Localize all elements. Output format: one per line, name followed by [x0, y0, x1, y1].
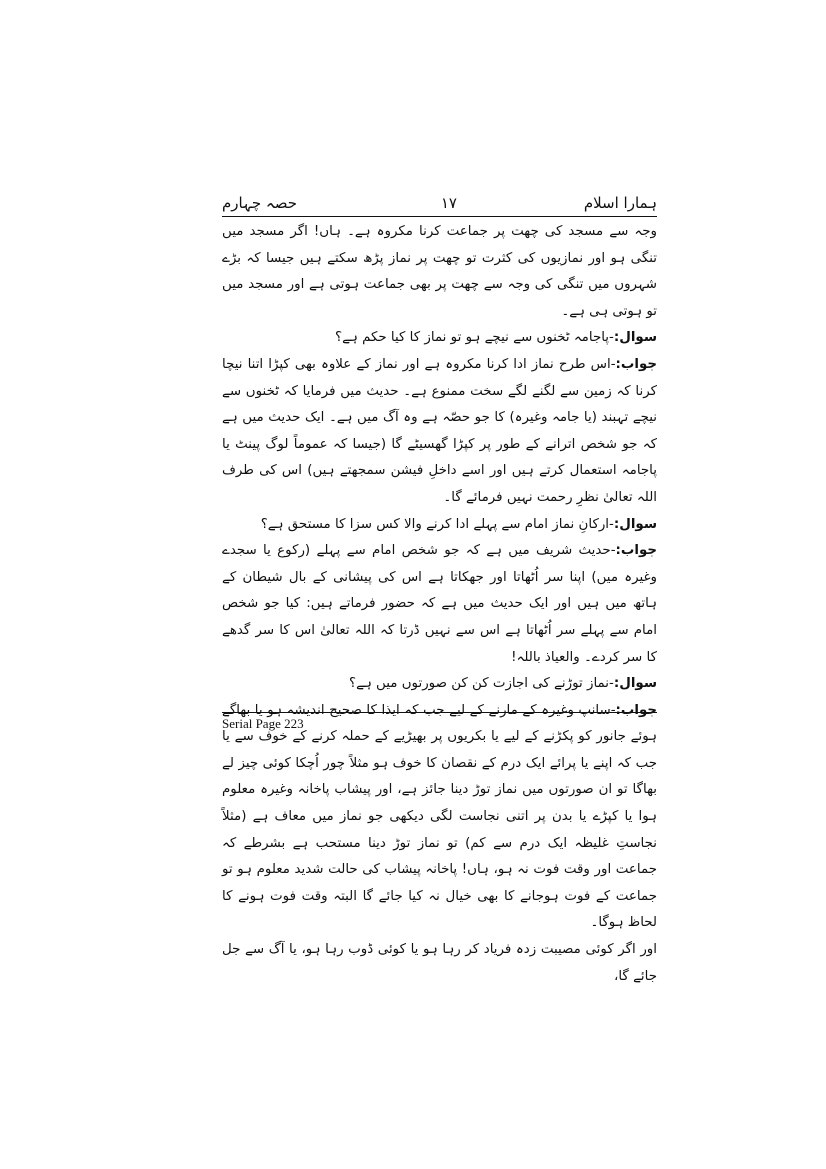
part-title: حصہ چہارم: [222, 194, 297, 212]
page-header: [222, 192, 657, 214]
question-text: -نماز توڑنے کی اجازت کن کن صورتوں میں ہے؟: [349, 676, 614, 692]
answer-1: [222, 352, 657, 512]
question-label: سوال:: [613, 676, 657, 692]
book-page: [222, 192, 657, 984]
question-text: -پاجامہ ٹخنوں سے نیچے ہو تو نماز کا کیا حکم ہے؟: [335, 330, 614, 346]
answer-label: جواب:: [615, 543, 657, 559]
serial-page: Serial Page 223: [222, 716, 304, 731]
answer-text: -سانپ وغیرہ کے مارنے کے لیے جب کہ ایذا کا صحیح اندیشہ ہو یا بھاگے ہوئے جانور کو پکڑنے کے لیے یا بکریوں پر بھیڑیے کے حملہ کرنے کے خوف سے یا جب کہ اپنے یا پرائے ایک درم کے نقصان کا خوف ہو مثلاً چور اُچکا کوئی چیز لے بھاگا تو ان صورتوں میں نماز توڑ دینا جائز ہے، اور پیشاب پاخانہ وغیرہ معلوم ہوا یا کپڑے یا بدن پر اتنی نجاست لگی دیکھی جو نماز میں معاف ہے (مثلاً نجاستِ غلیظہ ایک درم سے کم) تو نماز توڑ دینا مستحب ہے بشرطے کہ جماعت اور وقت فوت نہ ہو، ہاں! پاخانہ پیشاب کی حالت شدید معلوم ہو تو جماعت کے فوت ہوجانے کا بھی خیال نہ کیا جائے گا البتہ وقت فوت ہونے کا لحاظ ہوگا۔: [222, 702, 657, 931]
answer-3: [222, 698, 657, 937]
paragraph-intro: وجہ سے مسجد کی چھت پر جماعت کرنا مکروہ ہے۔ ہاں! اگر مسجد میں تنگی ہو اور نمازیوں کی کثرت تو چھت پر نماز پڑھ سکتے ہیں جیسا کہ بڑے شہروں میں تنگی کی وجہ سے چھت پر بھی جماعت ہوتی ہے اور مسجد میں تو ہوتی ہی ہے۔: [222, 224, 657, 319]
question-1: [222, 325, 657, 352]
page-number: ۱۷: [440, 194, 457, 212]
paragraph-last: اور اگر کوئی مصیبت زدہ فریاد کر رہا ہو یا کوئی ڈوب رہا ہو، یا آگ سے جل جائے گا،: [222, 942, 657, 984]
book-title: ہمارا اسلام: [583, 194, 657, 212]
question-label: سوال:: [613, 516, 657, 532]
answer-text: -اس طرح نماز ادا کرنا مکروہ ہے اور نماز کے علاوہ بھی کپڑا اتنا نیچا کرنا کہ زمین سے لگنے لگے سخت ممنوع ہے۔ حدیث میں فرمایا کہ ٹخنوں سے نیچے تہبند (یا جامہ وغیرہ) کا جو حصّہ ہے وہ آگ میں ہے۔ ایک حدیث میں ہے کہ جو شخص اترانے کے طور پر کپڑا گھسیٹے گا (جیسا کہ عموماً لوگ پینٹ یا پاجامہ استعمال کرتے ہیں اور اسے داخلِ فیشن سمجھتے ہیں) اس کی طرف اللہ تعالیٰ نظرِ رحمت نہیں فرمائے گا۔: [222, 356, 657, 505]
answer-label: جواب:: [615, 702, 657, 718]
answer-text: -حدیث شریف میں ہے کہ جو شخص امام سے پہلے (رکوع یا سجدے وغیرہ میں) اپنا سر اُٹھاتا اور جھکاتا ہے اس کی پیشانی کے بال شیطان کے ہاتھ میں ہیں اور ایک حدیث میں ہے کہ حضور فرماتے ہیں: کیا جو شخص امام سے پہلے سر اُٹھاتا ہے اس سے نہیں ڈرتا کہ اللہ تعالیٰ اس کا سر گدھے کا سر کردے۔ والعیاذ باللہ!: [222, 543, 657, 665]
question-2: [222, 512, 657, 539]
answer-label: جواب:: [615, 356, 657, 372]
answer-2: [222, 538, 657, 671]
question-3: [222, 671, 657, 698]
question-text: -ارکانِ نماز امام سے پہلے ادا کرنے والا کس سزا کا مستحق ہے؟: [260, 516, 614, 532]
question-label: سوال:: [613, 330, 657, 346]
